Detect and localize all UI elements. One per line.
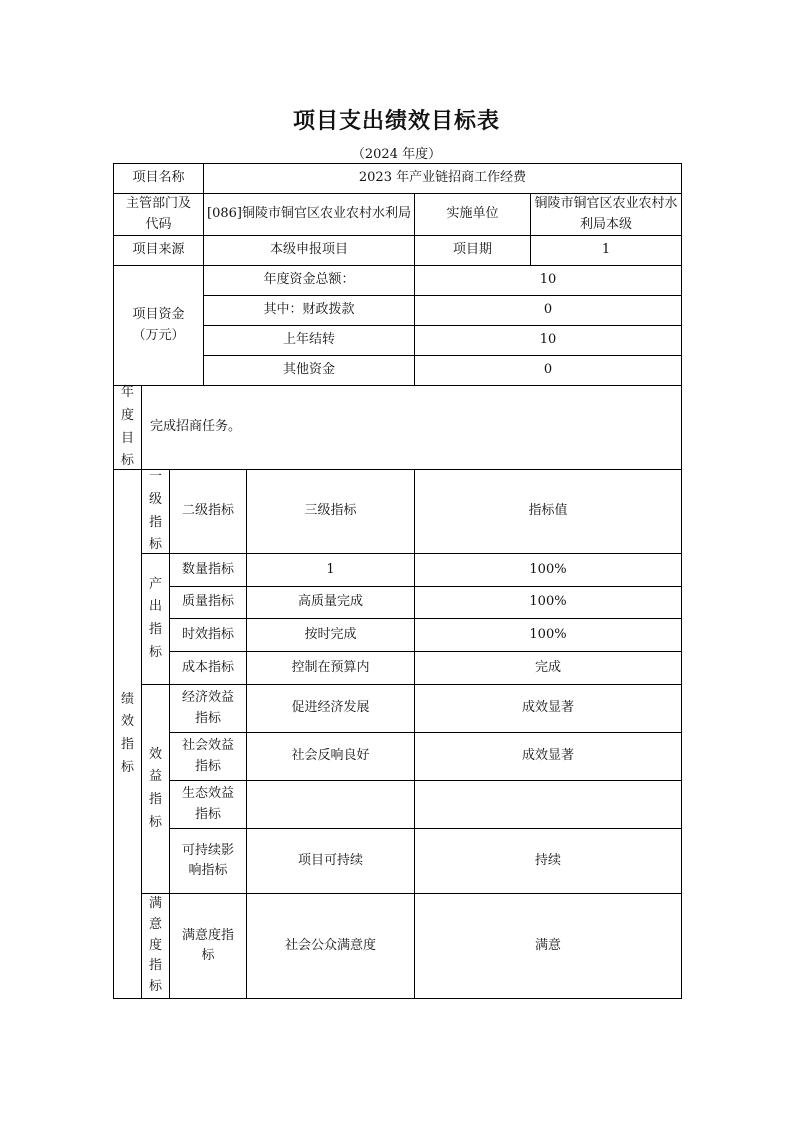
- funds-fiscal-value: 0: [414, 295, 682, 326]
- benefit-row-level2: 社会效益 指标: [169, 732, 247, 781]
- output-row-level2: 时效指标: [169, 618, 247, 652]
- output-row-level3: 按时完成: [246, 618, 415, 652]
- project-name-value: 2023 年产业链招商工作经费: [203, 163, 682, 194]
- output-row-value: 100%: [414, 618, 682, 652]
- funds-total-value: 10: [414, 265, 682, 296]
- page-subtitle: （2024 年度）: [351, 147, 442, 162]
- benefit-row-level3: 项目可持续: [246, 828, 415, 894]
- satisfaction-level3: 社会公众满意度: [246, 893, 415, 999]
- benefit-row-level2: 可持续影 响指标: [169, 828, 247, 894]
- source-value: 本级申报项目: [203, 235, 415, 266]
- funds-fiscal-label: 其中：财政拨款: [203, 295, 415, 326]
- department-value: [086]铜陵市铜官区农业农村水利局: [203, 193, 415, 236]
- annual-goal-value: 完成招商任务。: [141, 385, 682, 470]
- implementing-unit-value: 铜陵市铜官区农业农村水 利局本级: [530, 193, 682, 236]
- funds-other-label: 其他资金: [203, 355, 415, 386]
- output-row-level2: 数量指标: [169, 553, 247, 587]
- output-row-level3: 1: [246, 553, 415, 587]
- output-row-level3: 高质量完成: [246, 586, 415, 619]
- header-level1: 一 级 指 标: [141, 469, 170, 554]
- output-indicators-label: 产 出 指 标: [141, 553, 170, 685]
- benefit-row-level2: 生态效益 指标: [169, 780, 247, 829]
- indicators-main-label: 绩 效 指 标: [113, 469, 142, 999]
- output-row-level3: 控制在预算内: [246, 651, 415, 685]
- funds-label: 项目资金 （万元）: [113, 265, 204, 386]
- output-row-level2: 成本指标: [169, 651, 247, 685]
- output-row-level2: 质量指标: [169, 586, 247, 619]
- benefit-row-value: 持续: [414, 828, 682, 894]
- satisfaction-value: 满意: [414, 893, 682, 999]
- header-value: 指标值: [414, 469, 682, 554]
- benefit-row-level3: 社会反响良好: [246, 732, 415, 781]
- implementing-unit-label: 实施单位: [414, 193, 531, 236]
- benefit-row-value: 成效显著: [414, 732, 682, 781]
- benefit-row-value: [414, 780, 682, 829]
- department-label: 主管部门及 代码: [113, 193, 204, 236]
- benefit-row-level3: [246, 780, 415, 829]
- project-period-value: 1: [530, 235, 682, 266]
- benefit-indicators-label: 效 益 指 标: [141, 684, 170, 894]
- benefit-row-level2: 经济效益 指标: [169, 684, 247, 733]
- output-row-value: 100%: [414, 553, 682, 587]
- page-title: 项目支出绩效目标表: [292, 108, 500, 134]
- benefit-row-level3: 促进经济发展: [246, 684, 415, 733]
- output-row-value: 完成: [414, 651, 682, 685]
- funds-carryover-label: 上年结转: [203, 325, 415, 356]
- project-name-label: 项目名称: [113, 163, 204, 194]
- header-level3: 三级指标: [246, 469, 415, 554]
- annual-goal-label: 年 度 目 标: [113, 385, 142, 470]
- benefit-row-value: 成效显著: [414, 684, 682, 733]
- project-period-label: 项目期: [414, 235, 531, 266]
- funds-total-label: 年度资金总额：: [203, 265, 415, 296]
- header-level2: 二级指标: [169, 469, 247, 554]
- satisfaction-indicators-label: 满 意 度 指 标: [141, 893, 170, 999]
- satisfaction-level2: 满意度指 标: [169, 893, 247, 999]
- output-row-value: 100%: [414, 586, 682, 619]
- funds-other-value: 0: [414, 355, 682, 386]
- funds-carryover-value: 10: [414, 325, 682, 356]
- source-label: 项目来源: [113, 235, 204, 266]
